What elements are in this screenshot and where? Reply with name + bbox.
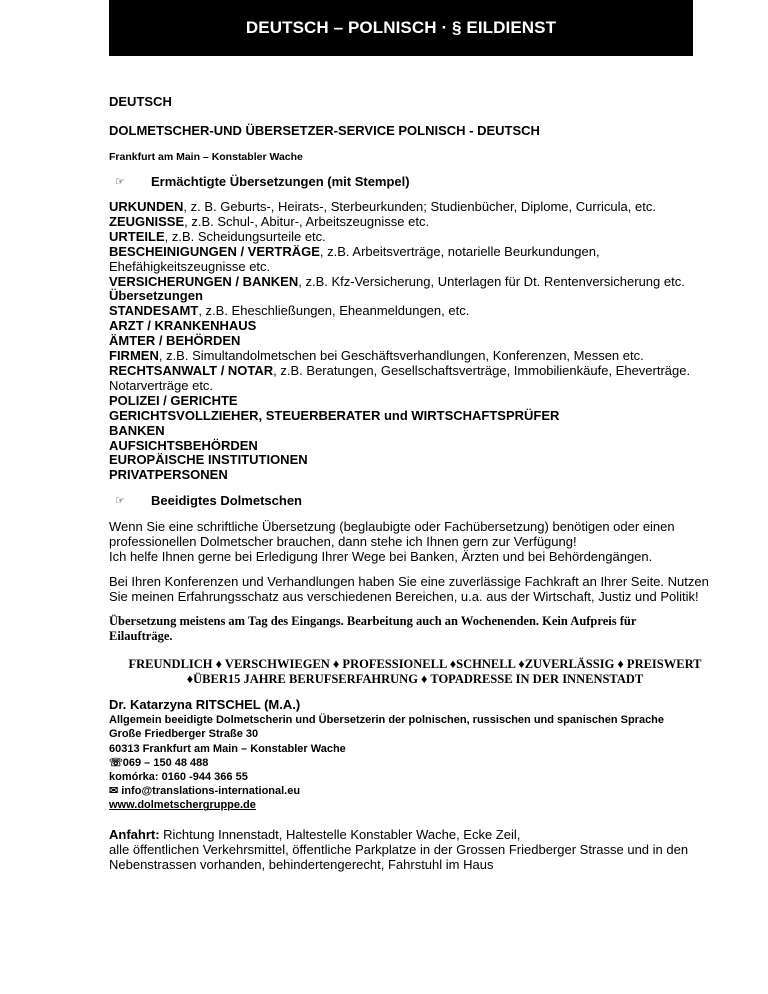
section-title: Beeidigtes Dolmetschen	[151, 493, 302, 509]
entry-category: POLIZEI / GERICHTE	[109, 392, 238, 408]
entry-category: PRIVATPERSONEN	[109, 467, 228, 483]
document-type-entry	[109, 200, 721, 215]
entry-description: Notarverträge etc.	[109, 377, 214, 393]
directions-label: Anfahrt:	[109, 826, 160, 842]
note-line: Übersetzung meistens am Tag des Eingangs. Bearbeitung auch an Wochenenden. Kein Aufpreis für	[109, 614, 637, 629]
directions-text: Richtung Innenstadt, Haltestelle Konstabler Wache, Ecke Zeil,	[159, 826, 521, 842]
entry-description: , z.B. Kfz-Versicherung, Unterlagen für Dt. Rentenversicherung etc.	[298, 273, 685, 289]
contact-street: Große Friedberger Straße 30	[109, 728, 259, 741]
document-type-entry	[109, 468, 721, 483]
banner-title: DEUTSCH – POLNISCH · § EILDIENST	[245, 18, 557, 37]
entry-category: ZEUGNISSE	[109, 213, 185, 229]
document-type-entry	[109, 245, 721, 260]
entry-description: Ehefähigkeitszeugnisse etc.	[109, 258, 271, 274]
intro-paragraph	[109, 519, 721, 564]
document-type-entry	[109, 334, 721, 349]
paragraph-line: professionellen Dolmetscher brauchen, dann stehe ich Ihnen gern zur Verfügung!	[109, 534, 577, 550]
website-link[interactable]: www.dolmetschergruppe.de	[109, 799, 256, 812]
telephone-icon: ☏	[109, 756, 123, 769]
pointing-hand-icon: ☞	[115, 495, 125, 508]
paragraph-line: Ich helfe Ihnen gerne bei Erledigung Ihrer Wege bei Banken, Ärzten und bei Behördengängen.	[109, 549, 653, 565]
entry-category: EUROPÄISCHE INSTITUTIONEN	[109, 452, 308, 468]
header-banner	[109, 0, 693, 56]
entry-category: BANKEN	[109, 422, 165, 438]
entry-category: AUFSICHTSBEHÖRDEN	[109, 437, 258, 453]
entry-category: RECHTSANWALT / NOTAR	[109, 362, 274, 378]
turnaround-note	[109, 614, 721, 644]
location-line: Frankfurt am Main – Konstabler Wache	[109, 151, 303, 163]
directions-line: Nebenstrassen vorhanden, behindertengerecht, Fahrstuhl im Haus	[109, 856, 494, 872]
contact-phone	[109, 756, 721, 770]
directions-line	[109, 827, 721, 842]
entry-category: ÄMTER / BEHÖRDEN	[109, 333, 241, 349]
document-type-entry	[109, 349, 721, 364]
document-type-entry	[109, 364, 721, 379]
contact-city: 60313 Frankfurt am Main – Konstabler Wache	[109, 742, 346, 755]
document-type-entry	[109, 424, 721, 439]
section-heading-translations	[109, 174, 721, 190]
document-type-entry	[109, 215, 721, 230]
paragraph-line: Wenn Sie eine schriftliche Übersetzung (beglaubigte oder Fachübersetzung) benötigen oder einen	[109, 519, 675, 535]
document-type-entry	[109, 304, 721, 319]
document-body	[109, 94, 721, 872]
entry-description: , z. B. Geburts-, Heirats-, Sterbeurkunden; Studienbücher, Diplome, Curricula, etc.	[183, 199, 656, 214]
directions-paragraph	[109, 827, 721, 872]
entry-category: URKUNDEN	[109, 199, 184, 214]
document-type-entry	[109, 453, 721, 468]
entry-category: FIRMEN	[109, 348, 159, 364]
document-types-list	[109, 200, 721, 483]
section-title: Ermächtigte Übersetzungen (mit Stempel)	[151, 174, 410, 189]
note-line: Eilaufträge.	[109, 629, 173, 644]
entry-description: , z.B. Arbeitsverträge, notarielle Beurkundungen,	[319, 243, 600, 259]
entry-description: , z.B. Simultandolmetschen bei Geschäftsverhandlungen, Konferenzen, Messen etc.	[158, 348, 644, 364]
entry-description: , z.B. Schul-, Abitur-, Arbeitszeugnisse etc.	[184, 213, 430, 229]
features-banner	[109, 657, 721, 687]
paragraph-line: Bei Ihren Konferenzen und Verhandlungen haben Sie eine zuverlässige Fachkraft an Ihrer Seite. Nutzen	[109, 574, 709, 590]
contact-name: Dr. Katarzyna RITSCHEL (M.A.)	[109, 697, 301, 713]
features-line: ♦ÜBER15 JAHRE BERUFSERFAHRUNG ♦ TOPADRESSE IN DER INNENSTADT	[186, 672, 644, 687]
envelope-icon: ✉	[109, 785, 122, 798]
document-type-entry	[109, 379, 721, 394]
section-heading-interpreting	[109, 493, 721, 509]
features-line: FREUNDLICH ♦ VERSCHWIEGEN ♦ PROFESSIONELL ♦SCHNELL ♦ZUVERLÄSSIG ♦ PREISWERT	[128, 657, 702, 672]
entry-category: STANDESAMT	[109, 303, 199, 319]
entry-description: , z.B. Scheidungsurteile etc.	[164, 228, 326, 244]
entry-category: URTEILE	[109, 228, 165, 244]
document-type-entry	[109, 319, 721, 334]
paragraph-line: Sie meinen Erfahrungsschatz aus verschiedenen Bereichen, u.a. aus der Wirtschaft, Justiz und Politik!	[109, 589, 699, 605]
contact-block	[109, 697, 721, 812]
email-link[interactable]: info@translations-international.eu	[121, 785, 301, 798]
document-type-entry	[109, 260, 721, 275]
service-heading: DOLMETSCHER-UND ÜBERSETZER-SERVICE POLNISCH - DEUTSCH	[109, 123, 540, 138]
contact-mobile[interactable]: komórka: 0160 -944 366 55	[109, 771, 248, 784]
document-type-entry	[109, 230, 721, 245]
entry-category: BESCHEINIGUNGEN / VERTRÄGE	[109, 243, 320, 259]
directions-line: alle öffentlichen Verkehrsmittel, öffentliche Parkplatze in der Grossen Friedberger Strasse und in den	[109, 841, 689, 857]
entry-category: VERSICHERUNGEN / BANKEN	[109, 273, 299, 289]
entry-category: GERICHTSVOLLZIEHER, STEUERBERATER und WIRTSCHAFTSPRÜFER	[109, 407, 560, 423]
conference-paragraph	[109, 574, 721, 604]
entry-description: , z.B. Eheschließungen, Eheanmeldungen, etc.	[198, 303, 470, 319]
entry-category: Übersetzungen	[109, 288, 203, 304]
contact-email	[109, 784, 721, 798]
document-type-entry	[109, 275, 721, 290]
contact-title: Allgemein beeidigte Dolmetscherin und Übersetzerin der polnischen, russischen und spanischen Sprache	[109, 714, 665, 727]
language-heading: DEUTSCH	[109, 94, 172, 109]
entry-category: ARZT / KRANKENHAUS	[109, 318, 257, 334]
entry-description: , z.B. Beratungen, Gesellschaftsverträge, Immobilienkäufe, Eheverträge.	[273, 362, 691, 378]
document-type-entry	[109, 409, 721, 424]
pointing-hand-icon: ☞	[115, 176, 125, 188]
phone-number[interactable]: 069 – 150 48 488	[122, 756, 209, 769]
document-type-entry	[109, 289, 721, 304]
document-type-entry	[109, 439, 721, 454]
document-type-entry	[109, 394, 721, 409]
